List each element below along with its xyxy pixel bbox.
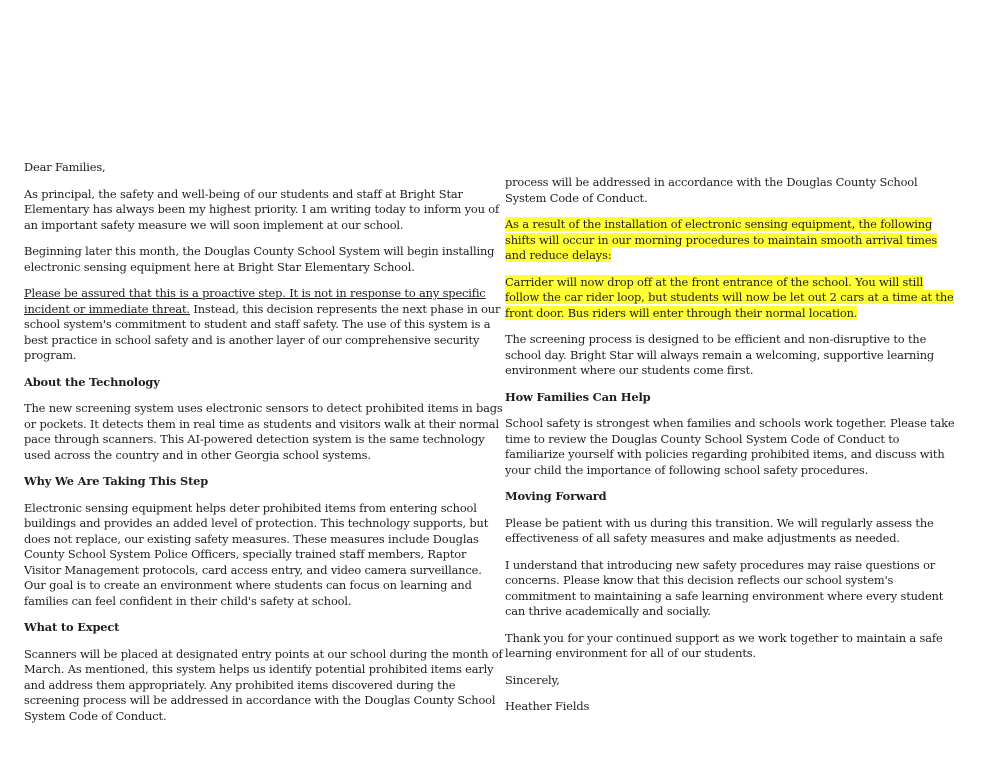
letter-page-left [24,60,503,723]
closing: Sincerely, [505,672,560,687]
technology-paragraph: The new screening system uses electronic sensors to detect prohibited items in bags or pockets. It detects them in real time as students and visitors walk at their normal pace through scanners. This AI-powered detection system is the same technology used across the country and in other Georgia school systems. [24,401,503,462]
letter-page-right [505,175,970,715]
beginning-paragraph: Beginning later this month, the Douglas County School System will begin installing electronic sensing equipment here at Bright Star Elementary School. [24,244,495,274]
highlighted-carrider: Carrider will now drop off at the front entrance of the school. You will still follow the car rider loop, but students will now be let out 2 cars at a time at the front door. Bus riders will enter through their normal location. [505,274,954,320]
assurance-underlined: Please be assured that this is a proactive step. It is not in response to any specific incident or immediate threat. [24,286,486,316]
assurance-paragraph [24,286,504,364]
shifts-paragraph [505,217,960,264]
letter-column-left [24,160,504,724]
heading-forward: Moving Forward [505,489,607,503]
heading-expect: What to Expect [24,620,120,634]
signature: Heather Fields [505,699,590,713]
help-paragraph: School safety is strongest when families and schools work together. Please take time to review the Douglas County School System Code of Conduct to familiarize yourself with policies regarding prohibited items, and discuss with your child the importance of following school safety procedures. [505,416,955,477]
expect-paragraph: Scanners will be placed at designated entry points at our school during the month of March. As mentioned, this system helps us identify potential prohibited items early and address them appropriately. Any prohibited items discovered during the screening process will be addressed in accordance with the Douglas County School System Code of Conduct. [24,646,503,723]
letter-column-right [505,175,960,715]
heading-help: How Families Can Help [505,389,651,404]
why-paragraph: Electronic sensing equipment helps deter prohibited items from entering school buildings and provides an added level of protection. This technology supports, but does not replace, our existing safety measures. These measures include Douglas County School System Police Officers, specially trained staff members, Raptor Visitor Management protocols, card access entry, and video camera surveillance. Our goal is to create an environment where students can focus on learning and families can feel confident in their child's safety at school. [24,500,489,608]
carrider-paragraph [505,275,960,322]
heading-technology: About the Technology [24,374,160,389]
continued-paragraph: process will be addressed in accordance with the Douglas County School System Code of Conduct. [505,175,918,205]
assurance-rest: Instead, this decision represents the next phase in our school system's commitment to student and staff safety. The use of this system is a best practice in school safety and is another layer of our comprehensive security program. [24,301,501,362]
heading-why: Why We Are Taking This Step [24,474,209,488]
understand-paragraph: I understand that introducing new safety procedures may raise questions or concerns. Please know that this decision reflects our school system's commitment to maintaining a safe learning environment where every student can thrive academically and socially. [505,557,944,618]
greeting: Dear Families, [24,160,106,174]
intro-paragraph: As principal, the safety and well-being of our students and staff at Bright Star Elementary has always been my highest priority. I am writing today to inform you of an important safety measure we will soon implement at our school. [24,186,500,232]
highlighted-shifts: As a result of the installation of electronic sensing equipment, the following shifts will occur in our morning procedures to maintain smooth arrival times and reduce delays: [505,217,938,262]
forward-paragraph: Please be patient with us during this transition. We will regularly assess the effectiveness of all safety measures and make adjustments as needed. [505,515,934,545]
screening-paragraph: The screening process is designed to be efficient and non-disruptive to the school day. Bright Star will always remain a welcoming, supportive learning environment where our students come first. [505,332,935,377]
thanks-paragraph: Thank you for your continued support as we work together to maintain a safe learning environment for all of our students. [505,630,943,660]
